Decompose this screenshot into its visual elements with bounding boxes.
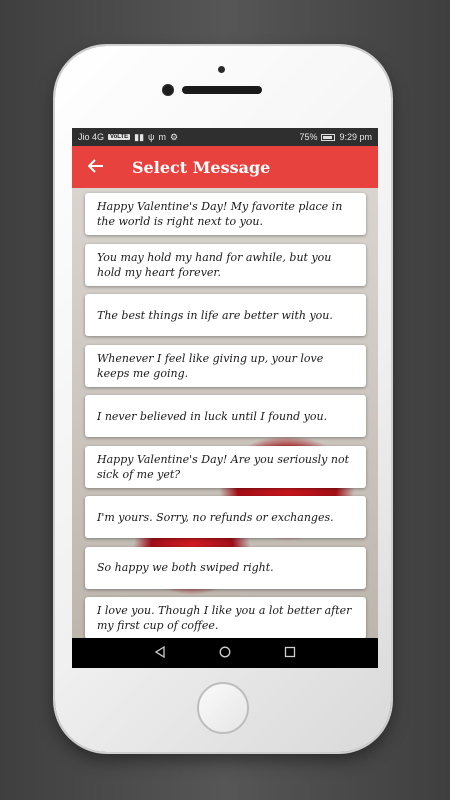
phone-screen [72, 128, 378, 668]
status-time: 9:29 pm [339, 132, 372, 142]
message-text: So happy we both swiped right. [97, 561, 274, 574]
message-text: You may hold my hand for awhile, but you hold my heart forever. [97, 250, 332, 279]
message-text: Whenever I feel like giving up, your love keeps me going. [97, 351, 324, 380]
message-text: I never believed in luck until I found you. [97, 409, 328, 423]
message-card[interactable] [85, 496, 366, 538]
carrier-label: Jio 4G [78, 132, 105, 142]
message-card[interactable] [85, 244, 366, 286]
message-card[interactable] [85, 345, 366, 387]
home-button[interactable] [197, 682, 249, 734]
battery-percent: 75% [299, 132, 318, 142]
nav-back-icon[interactable] [154, 645, 166, 661]
message-list-area[interactable] [72, 188, 378, 638]
navigation-bar [72, 638, 378, 668]
proximity-sensor [218, 66, 225, 73]
signal-icon: ▮▮ [134, 131, 145, 142]
page-title: Select Message [132, 157, 271, 177]
status-bar [72, 128, 378, 146]
usb-icon: ψ [148, 132, 155, 142]
message-card[interactable] [85, 193, 366, 235]
nav-home-icon[interactable] [219, 645, 231, 661]
message-list [85, 193, 366, 638]
notification-icon: m [158, 132, 166, 142]
settings-icon: ⚙ [169, 131, 179, 142]
message-card[interactable] [85, 547, 366, 589]
message-card[interactable] [85, 597, 366, 638]
message-text: I'm yours. Sorry, no refunds or exchanges. [97, 510, 334, 524]
nav-recents-icon[interactable] [284, 645, 296, 661]
message-text: Happy Valentine's Day! My favorite place in the world is right next to you. [97, 200, 343, 228]
app-bar [72, 146, 378, 188]
battery-icon [321, 134, 335, 141]
message-text: The best things in life are better with you. [97, 308, 333, 322]
message-card[interactable] [85, 446, 366, 488]
message-card[interactable] [85, 395, 366, 437]
message-text: I love you. Though I like you a lot better after my first cup of coffee. [97, 604, 352, 632]
message-card[interactable] [85, 294, 366, 336]
volte-badge: VoLTE [110, 134, 129, 140]
earpiece-speaker [182, 86, 262, 94]
arrow-left-icon[interactable] [72, 146, 120, 188]
front-camera [162, 84, 174, 96]
message-text: Happy Valentine's Day! Are you seriously not sick of me yet? [97, 452, 350, 481]
